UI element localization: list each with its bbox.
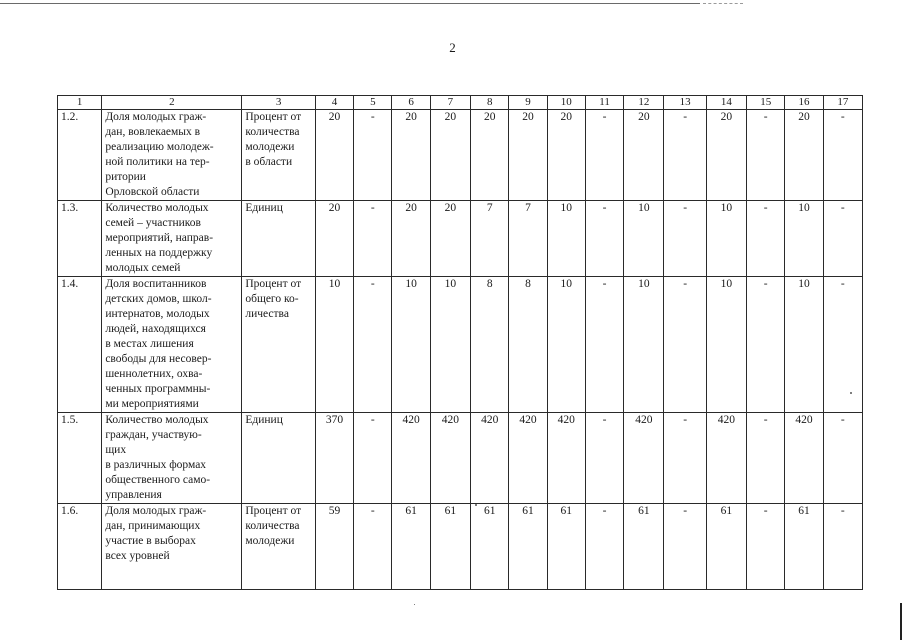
value-cell-col-6: 20: [392, 201, 430, 277]
indicator-name-line: ритории: [105, 171, 146, 183]
value-cell-col-5: -: [354, 110, 392, 201]
value-cell-col-15: -: [747, 277, 785, 413]
value-cell-col-6: 10: [392, 277, 430, 413]
unit-line: Процент от: [245, 505, 302, 517]
value-cell-col-16: 61: [785, 504, 823, 590]
indicator-name-line: в различных формах: [105, 459, 207, 471]
value-cell-col-13: -: [664, 413, 706, 504]
header-cell-col-4: 4: [315, 96, 353, 110]
indicator-name-line: Количество молодых: [105, 202, 209, 214]
value-cell-col-4: 20: [315, 110, 353, 201]
header-cell-col-8: 8: [471, 96, 509, 110]
indicator-name-line: ленных на поддержку: [105, 247, 213, 259]
header-cell-col-2: 2: [102, 96, 242, 110]
unit-line: молодежи: [245, 535, 295, 547]
indicator-name-line: ченных программны-: [105, 383, 211, 395]
indicator-name-line: детских домов, школ-: [105, 293, 212, 305]
header-cell-col-3: 3: [242, 96, 316, 110]
page-number: 2: [449, 40, 456, 55]
indicator-name-cell: [102, 110, 242, 201]
value-cell-col-17: -: [823, 110, 862, 201]
value-cell-col-5: -: [354, 201, 392, 277]
scan-edge-mark: [900, 603, 902, 640]
indicator-name-line: Доля воспитанников: [105, 278, 207, 290]
unit-line: Единиц: [245, 414, 283, 426]
row-code-cell: 1.2.: [58, 110, 102, 201]
indicator-name-line: дан, вовлекаемых в: [105, 126, 201, 138]
scan-speck: [414, 604, 415, 605]
value-cell-col-8: 61: [471, 504, 509, 590]
table-row: [58, 277, 863, 413]
value-cell-col-4: 59: [315, 504, 353, 590]
value-cell-col-12: 20: [624, 110, 664, 201]
unit-cell: [242, 504, 316, 590]
unit-cell: [242, 201, 316, 277]
value-cell-col-9: 8: [509, 277, 547, 413]
value-cell-col-14: 420: [706, 413, 746, 504]
value-cell-col-4: 10: [315, 277, 353, 413]
table-body: [58, 96, 863, 590]
value-cell-col-12: 420: [624, 413, 664, 504]
value-cell-col-11: -: [585, 504, 623, 590]
top-rule-dashed-line: [703, 3, 743, 4]
top-rule-line: [0, 3, 700, 4]
unit-line: количества: [245, 126, 300, 138]
unit-line: Единиц: [245, 202, 283, 214]
value-cell-col-7: 10: [430, 277, 470, 413]
value-cell-col-9: 20: [509, 110, 547, 201]
value-cell-col-15: -: [747, 110, 785, 201]
value-cell-col-7: 420: [430, 413, 470, 504]
value-cell-col-15: -: [747, 413, 785, 504]
indicator-name-cell: [102, 277, 242, 413]
value-cell-col-17: -: [823, 277, 862, 413]
indicator-name-line: людей, находящихся: [105, 323, 206, 335]
unit-cell: [242, 413, 316, 504]
unit-cell: [242, 110, 316, 201]
unit-line: молодежи: [245, 141, 295, 153]
value-cell-col-14: 61: [706, 504, 746, 590]
indicator-name-cell: [102, 504, 242, 590]
scan-speck: [850, 392, 852, 394]
row-code-cell: 1.6.: [58, 504, 102, 590]
value-cell-col-11: -: [585, 413, 623, 504]
value-cell-col-7: 20: [430, 110, 470, 201]
unit-line: личества: [245, 308, 289, 320]
indicator-name-line: всех уровней: [105, 550, 170, 562]
indicator-name-cell: [102, 413, 242, 504]
value-cell-col-16: 10: [785, 277, 823, 413]
indicator-name-line: Орловской области: [105, 186, 200, 198]
indicator-name-line: Доля молодых граж-: [105, 111, 207, 123]
value-cell-col-17: -: [823, 413, 862, 504]
value-cell-col-17: -: [823, 504, 862, 590]
row-code-cell: 1.5.: [58, 413, 102, 504]
unit-line: общего ко-: [245, 293, 299, 305]
value-cell-col-5: -: [354, 413, 392, 504]
value-cell-col-5: -: [354, 277, 392, 413]
value-cell-col-11: -: [585, 110, 623, 201]
indicator-name-line: ми мероприятиями: [105, 398, 199, 410]
header-cell-col-10: 10: [547, 96, 585, 110]
value-cell-col-7: 20: [430, 201, 470, 277]
indicator-name-cell: [102, 201, 242, 277]
indicator-name-line: молодых семей: [105, 262, 181, 274]
value-cell-col-12: 10: [624, 201, 664, 277]
header-cell-col-1: 1: [58, 96, 102, 110]
indicator-name-line: общественного само-: [105, 474, 211, 486]
header-cell-col-11: 11: [585, 96, 623, 110]
value-cell-col-8: 8: [471, 277, 509, 413]
value-cell-col-9: 420: [509, 413, 547, 504]
value-cell-col-17: -: [823, 201, 862, 277]
indicator-name-line: шеннолетних, охва-: [105, 368, 203, 380]
value-cell-col-6: 420: [392, 413, 430, 504]
value-cell-col-11: -: [585, 277, 623, 413]
indicator-name-line: граждан, участвую-: [105, 429, 202, 441]
unit-cell: [242, 277, 316, 413]
indicator-name-line: Доля молодых граж-: [105, 505, 207, 517]
value-cell-col-9: 7: [509, 201, 547, 277]
indicator-name-line: ной политики на тер-: [105, 156, 210, 168]
header-cell-col-5: 5: [354, 96, 392, 110]
value-cell-col-4: 20: [315, 201, 353, 277]
indicator-name-line: семей – участников: [105, 217, 201, 229]
value-cell-col-10: 61: [547, 504, 585, 590]
header-cell-col-7: 7: [430, 96, 470, 110]
value-cell-col-14: 20: [706, 110, 746, 201]
value-cell-col-9: 61: [509, 504, 547, 590]
value-cell-col-8: 7: [471, 201, 509, 277]
value-cell-col-10: 20: [547, 110, 585, 201]
value-cell-col-14: 10: [706, 201, 746, 277]
indicator-name-line: интернатов, молодых: [105, 308, 210, 320]
unit-line: количества: [245, 520, 300, 532]
header-cell-col-17: 17: [823, 96, 862, 110]
header-cell-col-16: 16: [785, 96, 823, 110]
indicator-name-line: участие в выборах: [105, 535, 196, 547]
header-cell-col-9: 9: [509, 96, 547, 110]
value-cell-col-13: -: [664, 504, 706, 590]
value-cell-col-16: 10: [785, 201, 823, 277]
table-row: [58, 201, 863, 277]
header-cell-col-15: 15: [747, 96, 785, 110]
value-cell-col-8: 20: [471, 110, 509, 201]
value-cell-col-15: -: [747, 201, 785, 277]
value-cell-col-10: 10: [547, 277, 585, 413]
value-cell-col-12: 10: [624, 277, 664, 413]
value-cell-col-10: 10: [547, 201, 585, 277]
indicator-name-line: реализацию молодеж-: [105, 141, 214, 153]
unit-line: Процент от: [245, 111, 302, 123]
table-row: [58, 504, 863, 590]
indicator-name-line: в местах лишения: [105, 338, 194, 350]
table-row: [58, 110, 863, 201]
table-row: [58, 413, 863, 504]
unit-line: в области: [245, 156, 293, 168]
value-cell-col-15: -: [747, 504, 785, 590]
value-cell-col-11: -: [585, 201, 623, 277]
value-cell-col-16: 420: [785, 413, 823, 504]
value-cell-col-6: 61: [392, 504, 430, 590]
header-cell-col-6: 6: [392, 96, 430, 110]
value-cell-col-13: -: [664, 110, 706, 201]
indicator-name-line: щих: [105, 444, 127, 456]
value-cell-col-6: 20: [392, 110, 430, 201]
value-cell-col-10: 420: [547, 413, 585, 504]
indicators-table: [57, 95, 863, 590]
value-cell-col-12: 61: [624, 504, 664, 590]
unit-line: Процент от: [245, 278, 302, 290]
value-cell-col-13: -: [664, 277, 706, 413]
header-cell-col-13: 13: [664, 96, 706, 110]
indicator-name-line: мероприятий, направ-: [105, 232, 214, 244]
indicator-name-line: дан, принимающих: [105, 520, 201, 532]
indicator-name-line: свободы для несовер-: [105, 353, 212, 365]
value-cell-col-5: -: [354, 504, 392, 590]
scan-speck: [475, 504, 477, 506]
indicator-name-line: Количество молодых: [105, 414, 209, 426]
value-cell-col-4: 370: [315, 413, 353, 504]
column-number-header-row: [58, 96, 863, 110]
header-cell-col-12: 12: [624, 96, 664, 110]
row-code-cell: 1.4.: [58, 277, 102, 413]
indicators-table-container: [57, 95, 863, 590]
header-cell-col-14: 14: [706, 96, 746, 110]
indicator-name-line: управления: [105, 489, 162, 501]
value-cell-col-16: 20: [785, 110, 823, 201]
value-cell-col-8: 420: [471, 413, 509, 504]
value-cell-col-14: 10: [706, 277, 746, 413]
value-cell-col-13: -: [664, 201, 706, 277]
row-code-cell: 1.3.: [58, 201, 102, 277]
value-cell-col-7: 61: [430, 504, 470, 590]
